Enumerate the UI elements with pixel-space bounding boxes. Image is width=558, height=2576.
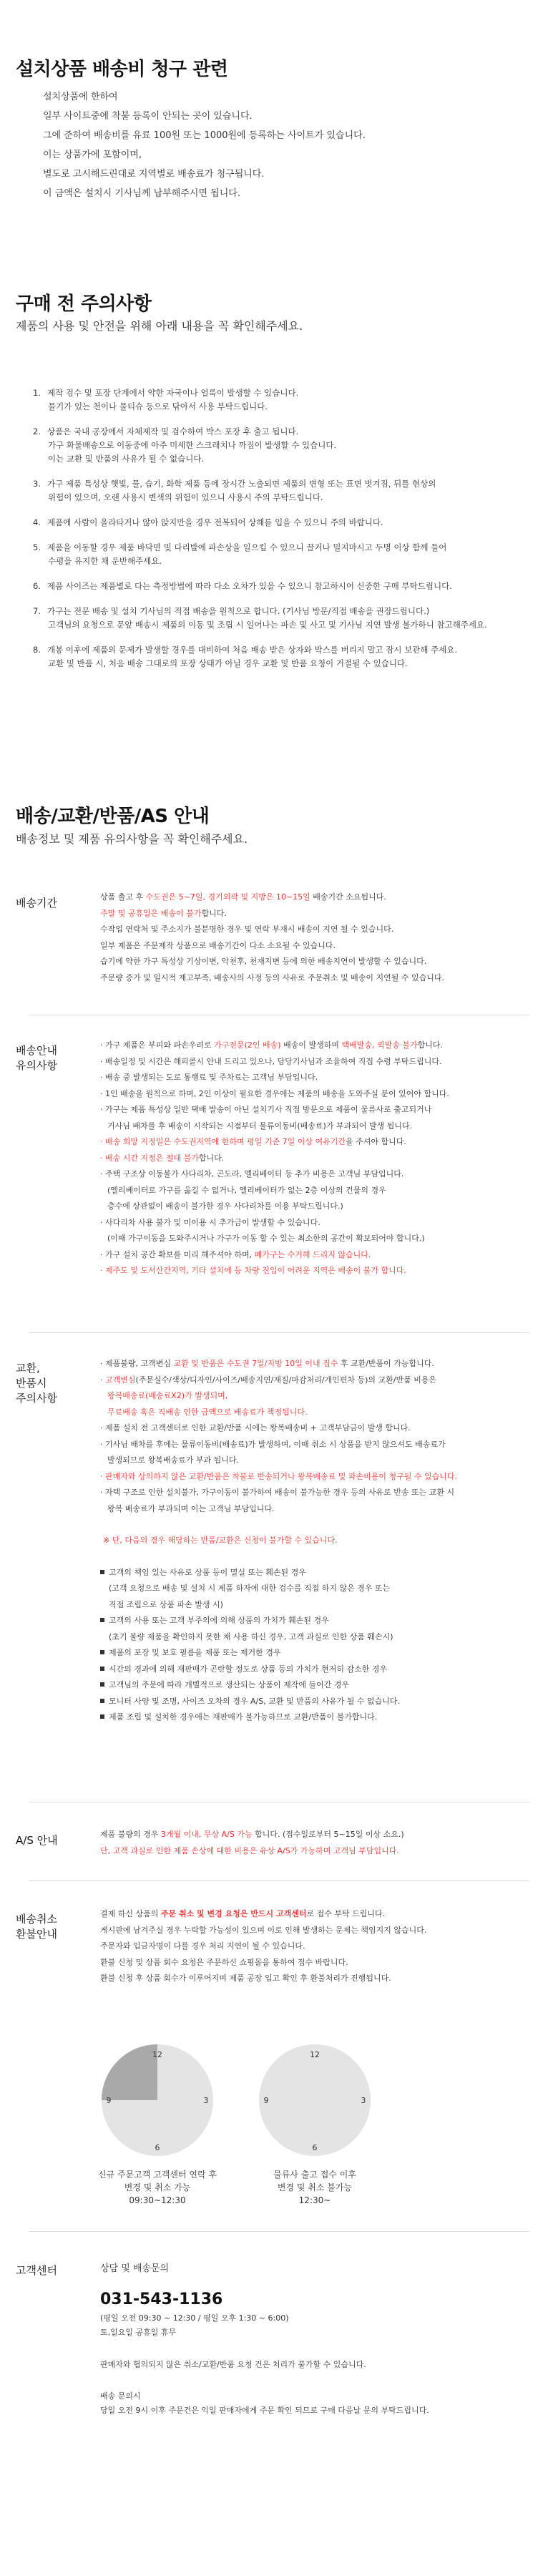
label-as-info: A/S 안내 (16, 1834, 58, 1847)
precaution-item: 6. 제품 사이즈는 제품별로 다는 측정방법에 따라 다소 오차가 있을 수 있으니 참고하시어 신중한 구매 부탁드립니다. (33, 581, 452, 591)
install-fee-line: 이는 상품가에 포함이며, (43, 150, 142, 160)
install-fee-line: 일부 사이트중에 착불 등록이 안되는 곳이 있습니다. (43, 111, 253, 122)
clock-number-3: 3 (361, 2096, 366, 2105)
precaution-item: 5. 제품을 이동할 경우 제품 바닥면 및 다리발에 파손상을 일으킬 수 있으니 끌거나 밀지마시고 두명 이상 함께 들어 수평을 유지한 채 운반해주세요. (33, 542, 447, 566)
exchange-notes-text: · 제품불량, 고객변심 교환 및 반품은 수도권 7일/지방 10일 이내 접수 후 교환/반품이 가능합니다. · 고객변심(주문실수/색상/디자인/사이즈/배송지연/재질/마감처리/개인편차 등)의 교환/반품 비용은 왕복배송료(배송료X2)가 발생되며, 무료배송 혹은 직배송 인한 금액으로 배송료가 책정됩니다. · 제품 설치 전 고객센터로 인한 교환/반품 시에는 왕복배송비 + 고객부담금이 발생 합니다. · 기사님 배차를 후에는 물류이동비(배송료)가 발생하며, 이때 취소 시 상품을 받지 않으셔도 배송료가 발생되므로 왕복배송료가 부과 됩니다. · 판매자와 상의하지 않은 교환/반품은 착불로 반송되거나 왕복배송료 및 파손비용이 청구될 수 있습니다. · 자택 구조로 인한 설치불가, 가구이동이 불가하여 배송이 불가능한 경우 등의 사유로 반송 또는 교환 시 왕복 배송료가 부과되며 이는 고객님 부담입니다. ※ 단, 다음의 경우 해당하는 반품/교환은 신청이 불가할 수 있습니다. 고객의 책임 있는 사유로 상품 등이 멸실 또는 훼손된 경우 (고객 요청으로 배송 및 설치 시 제품 하자에 대한 검수를 직접 하지 않은 경우 또는 직접 조립으로 상품 파손 발생 시) 고객의 사용 또는 고객 부주의에 의해 상품의 가치가 훼손된 경우 (초기 불량 제품을 확인하지 못한 채 사용 하신 경우, 고객 과실로 인한 상품 훼손시) 제품의 포장 및 보호 필름을 제품 또는 제거한 경우 시간의 경과에 의해 재판매가 곤란할 정도로 상품 등의 가치가 현저히 감소한 경우 고객님의 주문에 따라 개별적으로 생산되는 상품이 제작에 들어간 경우 모니터 사양 및 조명, 사이즈 오차의 경우 A/S, 교환 및 반품의 사유가 될 수 없습니다. 제품 조립 및 설치한 경우에는 재판매가 불가능하므로 교환/반품이 불가합니다. (100, 1359, 457, 1722)
as-info-text: 제품 불량의 경우 3개월 이내, 무상 A/S 가능 합니다. (접수일로부터 5~15일 이상 소요.) 단, 고객 과실로 인한 제품 손상에 대한 비용은 유상 A/S가 가능하며 고객님 부담입니다. (100, 1830, 404, 1855)
clock-number-9: 9 (106, 2096, 112, 2105)
install-fee-text (43, 87, 366, 203)
cs-phone[interactable]: 031-543-1136 (100, 2290, 223, 2308)
section-title-delivery-info: 배송/교환/반품/AS 안내 (16, 806, 210, 827)
clock-number-6: 6 (155, 2143, 160, 2152)
precaution-item: 1. 제작 검수 및 포장 단계에서 약한 자국이나 얼룩이 발생할 수 있습니다. 물기가 있는 천이나 물티슈 등으로 닦아서 사용 부탁드립니다. (33, 388, 299, 411)
cs-hours: (평일 오전 09:30 ~ 12:30 / 평일 오후 1:30 ~ 6:00) (100, 2313, 289, 2323)
clock-number-6: 6 (312, 2143, 318, 2152)
cs-title: 상담 및 배송문의 (100, 2263, 170, 2274)
delivery-info-subtitle: 배송정보 및 제품 유의사항을 꼭 확인해주세요. (16, 832, 248, 846)
clock-morning-icon (100, 2043, 215, 2157)
precautions-list (33, 386, 548, 682)
divider (29, 1880, 529, 1881)
clock-number-3: 3 (203, 2096, 209, 2105)
precaution-item: 7. 가구는 전문 배송 및 설치 기사님의 직접 배송을 원칙으로 합니다. (기사님 방문/직접 배송을 권장드립니다.) 고객님의 요청으로 문앞 배송시 제품의 이동 및 조립 시 일어나는 파손 및 사고 및 기사님 지연 발생 불가하니 참고해주세요. (33, 606, 487, 630)
cs-delivery-inquiry-note: 당일 오전 9시 이후 주문건은 익일 판매자에게 주문 확인 되므로 구매 다음날 문의 부탁드립니다. (100, 2405, 429, 2415)
delivery-notes-text: · 가구 제품은 부피와 파손우려로 가구전문(2인 배송) 배송이 발생하며 택배발송, 퀵발송 불가합니다. · 배송일정 및 시간은 해피콜시 안내 드리고 있으나, 담당기사님과 조율하여 직접 수령 부탁드립니다. · 배송 중 발생되는 도로 통행료 및 주차료는 고객님 부담입니다. · 1인 배송을 원칙으로 하며, 2인 이상이 필요한 경우에는 제품의 배송을 도와주실 분이 있어야 합니다. · 가구는 제품 특성상 일반 택배 발송이 아닌 설치기사 직접 방문으로 제품이 물류사로 출고되거나 기사님 배차를 후 배송이 시작되는 시점부터 물류이동비(배송료)가 부과되어 발생 됩니다. · 배송 희망 지정일은 수도권지역에 한하며 평일 기준 7일 이상 여유기간을 주셔야 합니다. · 배송 시간 지정은 절대 불가합니다. · 주택 구조상 이동불가 사다리차, 곤도라, 엘리베이터 등 추가 비용은 고객님 부담입니다. (엘리베이터로 가구를 옮길 수 없거나, 엘리베이터가 없는 2층 이상의 건물의 경우 층수에 상관없이 배송이 불가한 경우 사다리차를 이용 부탁드립니다.) · 사다리차 사용 불가 및 미이용 시 추가금이 발생할 수 있습니다. (이때 가구이동을 도와주시거나 가구가 이동 할 수 있는 최소한의 공간이 확보되어야 합니다.) · 가구 설치 공간 확보를 미리 해주셔야 하며, 폐가구는 수거해 드리지 않습니다. · 제주도 및 도서산간지역, 기타 설치에 등 차량 진입이 어려운 지역은 배송이 불가 합니다. (100, 1040, 449, 1275)
cancel-refund-text: 결제 하신 상품의 주문 취소 및 변경 요청은 반드시 고객센터로 접수 부탁 드립니다. 게시판에 남겨주실 경우 누락할 가능성이 있으며 이로 인해 발생하는 문제는 책임지지 않습니다. 주문자와 입금자명이 다를 경우 처리 지연이 될 수 있습니다. 환불 신청 및 상품 회수 요청은 주문하신 쇼핑몰을 통하여 접수 바랍니다. 환불 신청 후 상품 회수가 이루어지며 제품 공장 입고 확인 후 환불처리가 진행됩니다. (100, 1909, 427, 1983)
cs-delivery-inquiry-label: 배송 문의시 (100, 2391, 141, 2401)
install-fee-line: 그에 준하여 배송비를 유료 100원 또는 1000원에 등록하는 사이트가 있습니다. (43, 130, 366, 141)
cs-holiday: 토,일요일 공휴일 휴무 (100, 2328, 177, 2337)
section-title-precautions: 구매 전 주의사항 (16, 293, 152, 315)
install-fee-line: 이 금액은 설치시 기사님께 납부해주시면 됩니다. (43, 188, 240, 199)
clock-number-9: 9 (263, 2096, 269, 2105)
section-title-install-fee: 설치상품 배송비 청구 관련 (16, 59, 228, 80)
clock-afternoon-caption: 물류사 출고 접수 이후 변경 및 취소 불가능 12:30~ (273, 2170, 356, 2205)
label-exchange-notes: 교환, 반품시 주의사항 (16, 1362, 57, 1405)
install-fee-line: 설치상품에 한하여 (43, 92, 118, 102)
label-delivery-period: 배송기간 (16, 897, 57, 909)
clock-number-12: 12 (152, 2050, 162, 2059)
clock-morning-caption: 신규 주문고객 고객센터 연락 후 변경 및 취소 가능 09:30~12:30 (98, 2170, 217, 2205)
label-delivery-notes: 배송안내 유의사항 (16, 1044, 57, 1072)
install-fee-line: 별도로 고시해드린대로 지역별로 배송료가 청구됩니다. (43, 169, 265, 180)
divider (29, 2231, 529, 2232)
precaution-item: 3. 가구 제품 특성상 햇빛, 물, 습기, 화학 제품 등에 장시간 노출되면 제품의 변형 또는 표면 벗겨짐, 뒤틀 현상의 위험이 있으며, 오랜 사용시 변색의 위험이 있으니 사용시 주의 부탁드립니다. (33, 479, 436, 502)
label-cancel-refund: 배송취소 환불안내 (16, 1913, 57, 1941)
label-customer-center: 고객센터 (16, 2264, 57, 2277)
customer-center-block (100, 2261, 544, 2418)
precaution-item: 8. 개봉 이후에 제품의 문제가 발생할 경우를 대비하여 처음 배송 받은 상자와 박스를 버리지 말고 잠시 보관해 주세요. 교환 및 반품 시, 처음 배송 그대로의 포장 상태가 아닐 경우 교환 및 반품 요청이 거절될 수 있습니다. (33, 645, 458, 668)
delivery-period-text: 상품 출고 후 수도권은 5~7일, 경기외곽 및 지방은 10~15일 배송기간 소요됩니다. 주말 및 공휴일은 배송이 불가합니다. 수작업 연락처 및 주소지가 불분명한 경우 및 연락 부재시 배송이 지연 될 수 있습니다. 일부 제품은 주문제작 상품으로 배송기간이 다소 소요될 수 있습니다. 습기에 약한 가구 특성상 기상이변, 악천후, 천재지변 등에 의한 배송지연이 발생할 수 있습니다. 주문량 증가 및 일시적 재고부족, 배송사의 사정 등의 사유로 주문취소 및 배송이 지연될 수 있습니다. (100, 892, 444, 982)
precautions-subtitle: 제품의 사용 및 안전을 위해 아래 내용을 꼭 확인해주세요. (16, 319, 303, 333)
precaution-item: 2. 상품은 국내 공장에서 자체제작 및 검수하여 박스 포장 후 출고 됩니다. 가구 화물배송으로 이동중에 아주 미세한 스크래치나 까짐이 발생할 수 있습니다. 이는 교환 및 반품의 사유가 될 수 없습니다. (33, 426, 337, 464)
clock-afternoon-icon (258, 2043, 372, 2157)
clock-number-12: 12 (310, 2050, 320, 2059)
divider (29, 1332, 529, 1333)
cs-note: 판매자와 협의되지 않은 취소/교환/반품 요청 건은 처리가 불가할 수 있습니다. (100, 2360, 366, 2369)
precaution-item: 4. 제품에 사람이 올라타거나 않아 앉지만을 경우 전복되어 상해를 입을 수 있으니 주의 바랍니다. (33, 517, 383, 527)
